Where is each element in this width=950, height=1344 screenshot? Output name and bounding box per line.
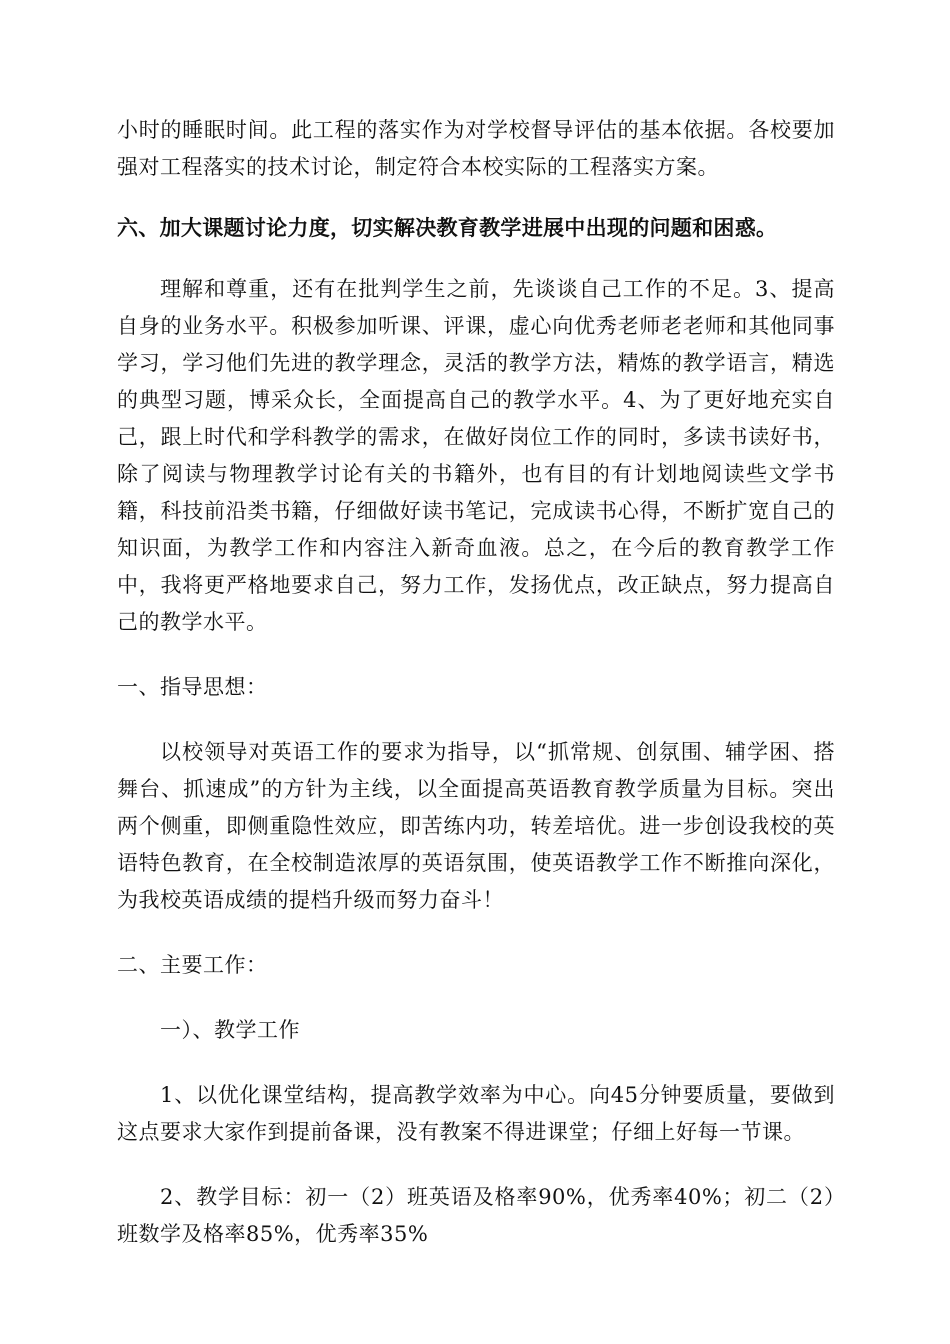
- subsection-heading-teaching: 一）、教学工作: [160, 1018, 300, 1042]
- paragraph-sleep-time: 小时的睡眠时间。此工程的落实作为对学校督导评估的基本依据。各校要加强对工程落实的技术讨论，制定符合本校实际的工程落实方案。: [117, 118, 835, 179]
- section-heading-six: 六、加大课题讨论力度，切实解决教育教学进展中出现的问题和困惑。: [117, 216, 778, 240]
- section-heading-main-work: 二、主要工作：: [117, 953, 268, 977]
- paragraph-self-improvement: 理解和尊重，还有在批判学生之前，先谈谈自己工作的不足。3、提高自身的业务水平。积极参加听课、评课，虚心向优秀老师老老师和其他同事学习，学习他们先进的教学理念，灵活的教学方法，精炼的教学语言，精选的典型习题，博采众长，全面提高自己的教学水平。4、为了更好地充实自己，跟上时代和学科教学的需求，在做好岗位工作的同时，多读书读好书，除了阅读与物理教学讨论有关的书籍外，也有目的有计划地阅读些文学书籍，科技前沿类书籍，仔细做好读书笔记，完成读书心得，不断扩宽自己的知识面，为教学工作和内容注入新奇血液。总之，在今后的教育教学工作中，我将更严格地要求自己，努力工作，发扬优点，改正缺点，努力提高自己的教学水平。: [117, 277, 835, 634]
- document-page: [117, 112, 835, 1253]
- paragraph-classroom-structure: 1、以优化课堂结构，提高教学效率为中心。向45分钟要质量，要做到这点要求大家作到提前备课，没有教案不得进课堂；仔细上好每一节课。: [117, 1083, 835, 1144]
- section-heading-guiding-thought: 一、指导思想：: [117, 675, 268, 699]
- paragraph-guiding-thought: 以校领导对英语工作的要求为指导，以“抓常规、创氛围、辅学困、搭舞台、抓速成”的方针为主线，以全面提高英语教育教学质量为目标。突出两个侧重，即侧重隐性效应，即苦练内功，转差培优。进一步创设我校的英语特色教育，在全校制造浓厚的英语氛围，使英语教学工作不断推向深化，为我校英语成绩的提档升级而努力奋斗！: [117, 740, 835, 912]
- paragraph-teaching-goals: 2、教学目标：初一（2）班英语及格率90%，优秀率40%；初二（2）班数学及格率85%，优秀率35%: [117, 1185, 835, 1246]
